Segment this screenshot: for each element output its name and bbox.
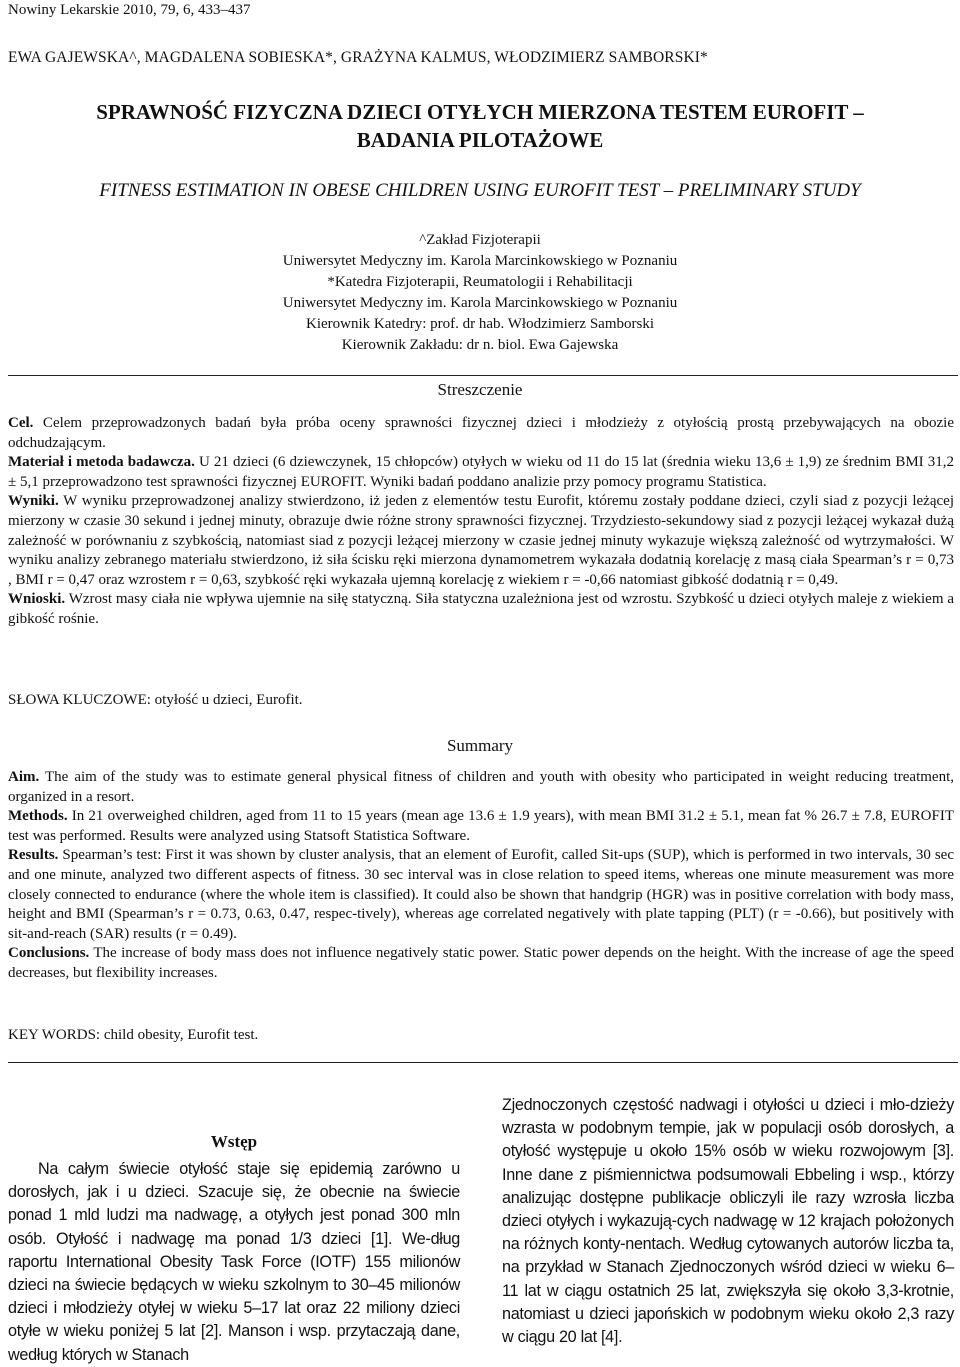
affiliation-line: Kierownik Katedry: prof. dr hab. Włodzimierz Samborski xyxy=(306,316,654,332)
label-methods: Methods. xyxy=(8,808,68,825)
affiliation-line: *Katedra Fizjoterapii, Reumatologii i Rehabilitacji xyxy=(327,274,633,290)
abstract-paragraph-material xyxy=(8,453,954,492)
affiliation-line: ^Zakład Fizjoterapii xyxy=(419,232,541,248)
label-wyniki: Wyniki. xyxy=(8,493,59,510)
affiliation-line: Uniwersytet Medyczny im. Karola Marcinkowskiego w Poznaniu xyxy=(282,253,678,269)
wstep-heading: Wstęp xyxy=(210,1132,258,1151)
keywords-polish: SŁOWA KLUCZOWE: otyłość u dzieci, Eurofit. xyxy=(8,692,303,708)
streszczenie-heading: Streszczenie xyxy=(437,380,523,399)
summary-body xyxy=(8,768,954,984)
label-results: Results. xyxy=(8,847,59,864)
body-column-left xyxy=(8,1158,460,1367)
divider-bottom xyxy=(8,1062,958,1063)
label-wnioski: Wnioski. xyxy=(8,591,66,608)
abstract-paragraph-wnioski xyxy=(8,590,954,629)
body-column-right xyxy=(502,1094,954,1349)
divider-top xyxy=(8,375,958,376)
summary-heading: Summary xyxy=(446,736,514,755)
author-list: EWA GAJEWSKA^, MAGDALENA SOBIESKA*, GRAŻYNA KALMUS, WŁODZIMIERZ SAMBORSKI* xyxy=(8,49,708,66)
text-aim: The aim of the study was to estimate general physical fitness of children and youth with obesity who participated in weight reducing treatment, organized in a resort. xyxy=(8,769,954,805)
label-aim: Aim. xyxy=(8,769,40,785)
article-title-polish xyxy=(0,98,960,154)
text-material: U 21 dzieci (6 dziewczynek, 15 chłopców) otyłych w wieku od 11 do 15 lat (średnia wieku 13,6 ± 1,9) ze średnim BMI 31,2 ± 5,1 przeprowadzono test sprawności fizycznej EUROFIT. Wyniki badań poddano analizie przy pomocy programu Statistica. xyxy=(8,454,955,490)
article-title-english: FITNESS ESTIMATION IN OBESE CHILDREN USING EUROFIT TEST – PRELIMINARY STUDY xyxy=(99,180,861,201)
text-wnioski: Wzrost masy ciała nie wpływa ujemnie na siłę statyczną. Siła statyczna uzależniona jest od wzrostu. Szybkość u dzieci otyłych maleje z wiekiem a gibkość rośnie. xyxy=(8,591,954,627)
label-cel: Cel. xyxy=(8,415,34,431)
abstract-paragraph-cel xyxy=(8,414,954,453)
body-paragraph: Zjednoczonych częstość nadwagi i otyłości u dzieci i mło-dzieży wzrasta w podobnym tempie, jak w populacji osób dorosłych, a otyłość występuje u około 15% osób w wieku rozwojowym [3]. Inne dane z piśmiennictwa podsumowali Ebbeling i wsp., którzy analizując dostępne publikacje obliczyli ile razy wzrosła liczba dzieci otyłych i wykazują-cych nadwagę w 12 krajach położonych na różnych konty-nentach. Według cytowanych autorów liczba ta, na przykład w Stanach Zjednoczonych wśród dzieci w wieku 6–11 lat w ciągu ostatnich 25 lat, zwiększyła się około 3,3-krotnie, natomiast u dzieci japońskich w podobnym wieku około 2,3 razy w ciągu 20 lat [4]. xyxy=(502,1096,954,1347)
label-conclusions: Conclusions. xyxy=(8,945,90,962)
body-paragraph: Na całym świecie otyłość staje się epidemią zarówno u dorosłych, jak i u dzieci. Szacuje się, że obecnie na świecie ponad 1 mld ludzi ma nadwagę, a otyłych jest ponad 300 mln osób. Otyłość i nadwagę ma ponad 1/3 dzieci [1]. We-dług raportu International Obesity Task Force (IOTF) 155 milionów dzieci na świecie będących w wieku szkolnym to 30–45 milionów dzieci i młodzieży otyłej w wieku 5–17 lat oraz 22 miliony dzieci otyłe w wieku poniżej 5 lat [2]. Manson i wsp. przytaczają dane, według których w Stanach xyxy=(8,1160,460,1364)
abstract-paragraph-wyniki xyxy=(8,492,954,590)
title-line-1: SPRAWNOŚĆ FIZYCZNA DZIECI OTYŁYCH MIERZONA TESTEM EUROFIT – xyxy=(96,100,864,124)
text-conclusions: The increase of body mass does not influence negatively static power. Static power depends on the height. With the increase of age the speed decreases, but flexibility increases. xyxy=(8,945,954,981)
summary-paragraph-results xyxy=(8,846,954,944)
label-material: Materiał i metoda badawcza. xyxy=(8,454,195,471)
summary-paragraph-conclusions xyxy=(8,944,954,983)
summary-paragraph-aim xyxy=(8,768,954,807)
text-wyniki: W wyniku przeprowadzonej analizy stwierdzono, iż jeden z elementów testu Eurofit, któremu zostały poddane dzieci, czyli siad z pozycji leżącej mierzony w czasie 30 sekund i jednej minuty, obrazuje dwie różne strony sprawności fizycznej. Trzydziesto-sekundowy siad z pozycji leżącej wykazał dużą zależność w porównaniu z szybkością, natomiast siad z pozycji leżącej mierzony w czasie jednej minuty wykazuje większą zależność od wytrzymałości. W wyniku analizy zebranego materiału stwierdzono, iż siła ścisku ręki mierzona dynamometrem wykazała dodatnią korelację z masą ciała Spearman’s r = 0,73 , BMI r = 0,47 oraz wzrostem r = 0,63, szybkość ręki wykazała ujemną korelację z wiekiem r = -0,66 natomiast gibkość dodatnią r = 0,49. xyxy=(8,493,954,588)
title-line-2: BADANIA PILOTAŻOWE xyxy=(356,128,604,152)
journal-citation: Nowiny Lekarskie 2010, 79, 6, 433–437 xyxy=(8,2,251,18)
text-methods: In 21 overweighed children, aged from 11 to 15 years (mean age 13.6 ± 1.9 years), with mean BMI 31.2 ± 5.1, mean fat % 26.7 ± 7.8, EUROFIT test was performed. Results were analyzed using Statsoft Statistica Software. xyxy=(8,808,954,844)
text-cel: Celem przeprowadzonych badań była próba oceny sprawności fizycznej dzieci i młodzieży z otyłością prostą przebywających na obozie odchudzającym. xyxy=(8,415,954,451)
affiliations xyxy=(0,230,960,356)
text-results: Spearman’s test: First it was shown by cluster analysis, that an element of Eurofit, called Sit-ups (SUP), which is performed in two intervals, 30 sec and one minute, analyzed two different aspects of fitness. 30 sec interval was in close relation to speed items, whereas one minute measurement was more closely connected to endurance (where the whole item is classified). It could also be shown that handgrip (HGR) was in positive correlation with body mass, height and BMI (Spearman’s r = 0.73, 0.63, 0.47, respec-tively), whereas age correlated negatively with plate tapping (PLT) (r = -0.66), but positively with sit-and-reach (SAR) results (r = 0.49). xyxy=(8,847,954,942)
streszczenie-body xyxy=(8,414,954,630)
affiliation-line: Kierownik Zakładu: dr n. biol. Ewa Gajewska xyxy=(341,337,619,353)
summary-paragraph-methods xyxy=(8,807,954,846)
affiliation-line: Uniwersytet Medyczny im. Karola Marcinkowskiego w Poznaniu xyxy=(282,295,678,311)
keywords-english: KEY WORDS: child obesity, Eurofit test. xyxy=(8,1027,259,1043)
